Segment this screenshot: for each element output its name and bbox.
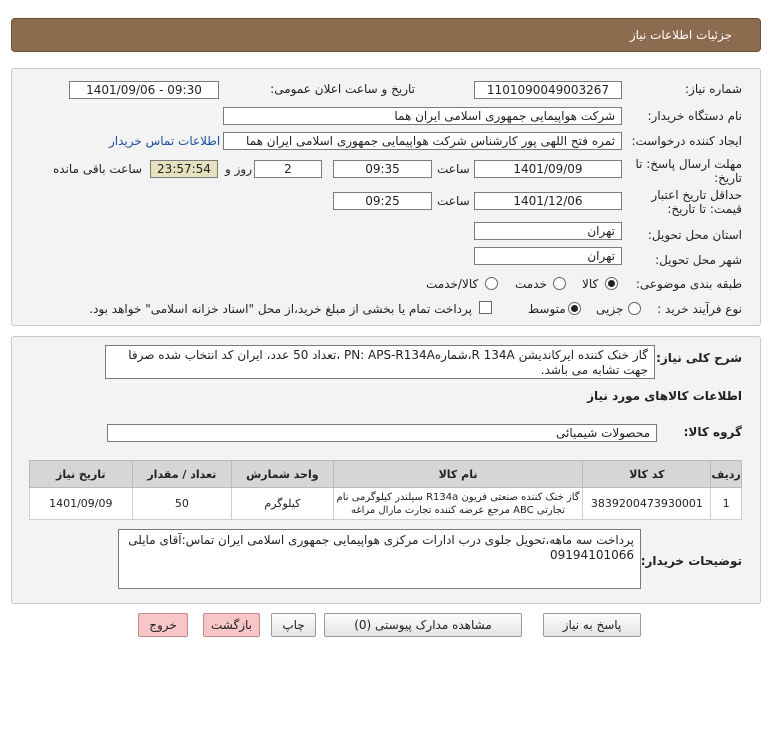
- cell-qty: 50: [132, 488, 232, 520]
- category-radio-service[interactable]: [553, 277, 566, 290]
- description-label: شرح کلی نیاز:: [656, 351, 742, 365]
- validity-time-field: 09:25: [333, 192, 432, 210]
- notes-text: پرداخت سه ماهه،تحویل جلوی درب ادارات مرکزی هواپیمایی جمهوری اسلامی ایران تماس:آقای مایلی 09194101066: [128, 533, 634, 562]
- announce-field: 1401/09/06 - 09:30: [69, 81, 219, 99]
- col-unit: واحد شمارش: [232, 461, 334, 488]
- col-code: کد کالا: [583, 461, 711, 488]
- reply-button[interactable]: پاسخ به نیاز: [543, 613, 641, 637]
- process-option-medium: متوسط: [528, 302, 566, 316]
- description-box: [105, 345, 655, 379]
- goods-group-label: گروه کالا:: [683, 425, 742, 439]
- city-label: شهر محل تحویل:: [655, 253, 742, 267]
- category-radio-goods-service[interactable]: [485, 277, 498, 290]
- validity-date-field: 1401/12/06: [474, 192, 622, 210]
- cell-unit: کیلوگرم: [232, 488, 334, 520]
- buyer-field: شرکت هواپیمایی جمهوری اسلامی ایران هما: [223, 107, 622, 125]
- validity-time-label: ساعت: [437, 194, 470, 208]
- table-row: [30, 488, 742, 520]
- page-header: [11, 18, 761, 52]
- creator-label: ایجاد کننده درخواست:: [631, 134, 742, 148]
- cell-name: [333, 488, 583, 520]
- payment-note: پرداخت تمام یا بخشی از مبلغ خرید،از محل "اسناد خزانه اسلامی" خواهد بود.: [89, 302, 472, 316]
- buyer-label: نام دستگاه خریدار:: [647, 109, 742, 123]
- col-row: ردیف: [711, 461, 742, 488]
- cell-code: 3839200473930001: [583, 488, 711, 520]
- creator-field: ثمره فتح اللهی پور کارشناس شرکت هواپیمایی جمهوری اسلامی ایران هما: [223, 132, 622, 150]
- view-attachments-button[interactable]: مشاهده مدارک پیوستی (0): [324, 613, 522, 637]
- process-option-minor: جزیی: [596, 302, 624, 316]
- print-button[interactable]: چاپ: [271, 613, 316, 637]
- need-number-field: 1101090049003267: [474, 81, 622, 99]
- days-label: روز و: [225, 162, 252, 176]
- notes-box: [118, 529, 641, 589]
- reply-date-field: 1401/09/09: [474, 160, 622, 178]
- need-number-label: شماره نیاز:: [685, 82, 742, 96]
- remaining-label: ساعت باقی مانده: [53, 162, 143, 176]
- payment-checkbox[interactable]: [479, 301, 492, 314]
- page-title: جزئیات اطلاعات نیاز: [629, 28, 732, 42]
- process-radio-minor[interactable]: [628, 302, 641, 315]
- cell-row: 1: [711, 488, 742, 520]
- province-label: استان محل تحویل:: [647, 228, 742, 242]
- buyer-contact-link[interactable]: اطلاعات تماس خریدار: [109, 134, 221, 148]
- cell-name-line-2: تجارتی ABC مرجع عرضه کننده تجارت مارال مراغه: [350, 504, 566, 516]
- col-date: تاریخ نیاز: [30, 461, 133, 488]
- goods-section-title: اطلاعات کالاهای مورد نیاز: [587, 389, 742, 403]
- process-radio-medium[interactable]: [568, 302, 581, 315]
- description-text: گاز خنک کننده ایرکاندیشن R 134A،شمارهPN: APS-R134A ،تعداد 50 عدد، ایران کد انتخاب شده صرفا جهت تشابه می باشد.: [128, 348, 648, 377]
- reply-deadline-label: مهلت ارسال پاسخ: تا: [635, 157, 742, 171]
- col-name: نام کالا: [333, 461, 583, 488]
- category-option-goods: کالا: [582, 277, 599, 291]
- days-field: 2: [254, 160, 322, 178]
- goods-group-field: محصولات شیمیائی: [107, 424, 657, 442]
- back-button[interactable]: بازگشت: [203, 613, 260, 637]
- reply-time-label: ساعت: [437, 162, 470, 176]
- validity-label-2: قیمت: تا تاریخ:: [667, 202, 742, 216]
- table-header-row: [30, 461, 742, 488]
- remaining-time-field: 23:57:54: [150, 160, 218, 178]
- category-option-goods-service: کالا/خدمت: [426, 277, 479, 291]
- category-label: طبقه بندی موضوعی:: [635, 277, 742, 291]
- category-option-service: خدمت: [515, 277, 547, 291]
- announce-label: تاریخ و ساعت اعلان عمومی:: [270, 82, 415, 96]
- reply-time-field: 09:35: [333, 160, 432, 178]
- category-radio-goods[interactable]: [605, 277, 618, 290]
- cell-date: 1401/09/09: [30, 488, 133, 520]
- goods-table: [29, 460, 742, 520]
- cell-name-line-1: گاز خنک کننده صنعتی فریون R134a سیلندر کیلوگرمی نام: [336, 491, 580, 503]
- validity-label: حداقل تاریخ اعتبار: [651, 188, 742, 202]
- city-field: تهران: [474, 247, 622, 265]
- notes-label: توضیحات خریدار:: [640, 554, 742, 568]
- col-qty: تعداد / مقدار: [132, 461, 232, 488]
- exit-button[interactable]: خروج: [138, 613, 188, 637]
- reply-deadline-label-2: تاریخ:: [714, 171, 742, 185]
- province-field: تهران: [474, 222, 622, 240]
- process-label: نوع فرآیند خرید :: [657, 302, 742, 316]
